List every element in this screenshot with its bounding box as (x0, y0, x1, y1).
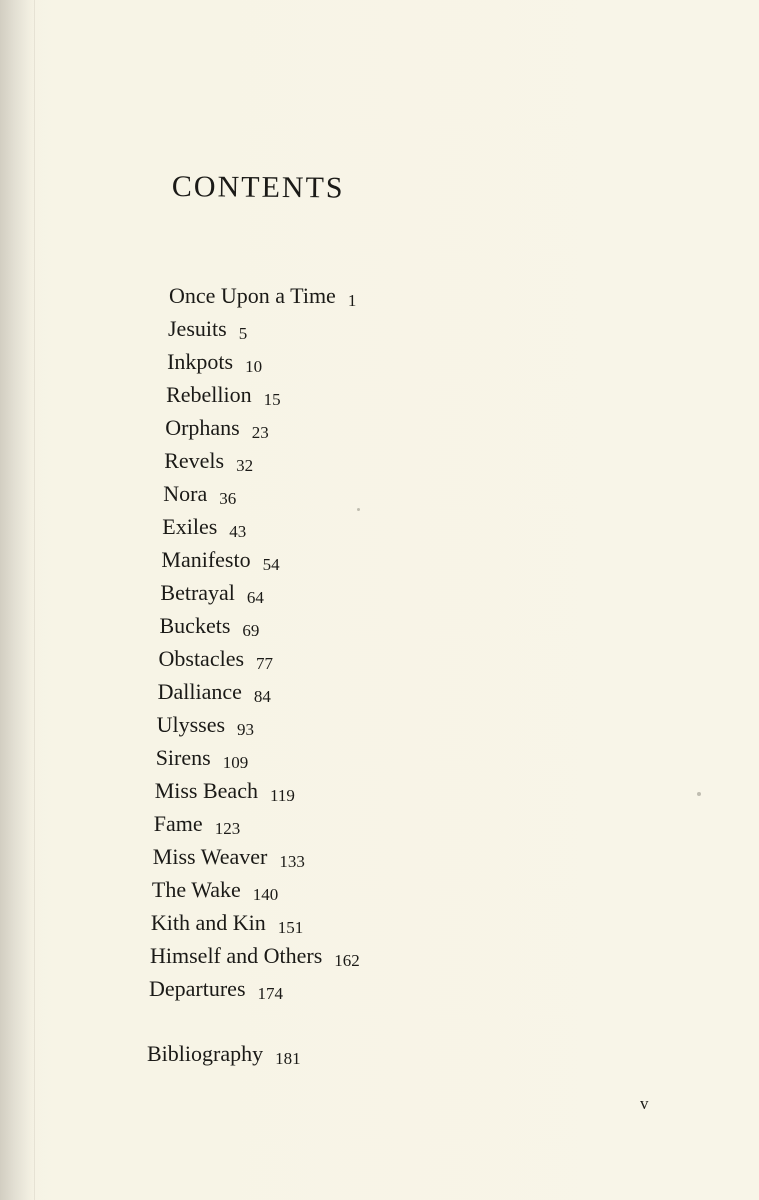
toc-entry-bibliography (147, 1041, 301, 1068)
toc-entry-page: 77 (256, 654, 274, 673)
spine-edge (34, 0, 35, 1200)
toc-entry-title: Departures (149, 976, 246, 1001)
toc-entry-title: Exiles (162, 514, 218, 539)
toc-entry-page: 174 (257, 984, 284, 1003)
toc-entry-page: 162 (334, 951, 360, 970)
toc-entry-title: Orphans (165, 415, 240, 440)
toc-entry (169, 283, 357, 310)
toc-entry-page: 5 (238, 324, 248, 343)
toc-entry (164, 448, 254, 475)
toc-entry-title: The Wake (151, 877, 241, 902)
toc-entry-page: 43 (229, 522, 247, 541)
toc-entry-page: 151 (277, 918, 304, 937)
toc-entry-page: 15 (263, 390, 281, 409)
toc-entry-page: 69 (242, 621, 260, 640)
toc-entry-title: Once Upon a Time (169, 283, 336, 308)
toc-entry-title: Inkpots (167, 349, 234, 374)
toc-entry-title: Revels (164, 448, 225, 473)
toc-entry (161, 547, 280, 574)
toc-entry-title: Bibliography (147, 1041, 264, 1066)
paper-speck (697, 792, 701, 796)
toc-entry-title: Miss Beach (154, 778, 258, 803)
toc-entry-page: 181 (275, 1049, 301, 1068)
toc-entry (166, 382, 281, 409)
toc-entry-page: 133 (279, 852, 305, 871)
toc-entry-title: Obstacles (158, 646, 245, 671)
toc-entry (162, 514, 247, 541)
toc-entry (160, 580, 264, 607)
toc-entry-title: Manifesto (161, 547, 251, 572)
toc-entry (163, 481, 237, 508)
toc-entry (167, 349, 263, 376)
toc-entry (157, 679, 271, 706)
toc-entry-title: Himself and Others (150, 943, 323, 968)
contents-heading: CONTENTS (171, 170, 345, 205)
page-folio: v (640, 1094, 649, 1113)
toc-entry-title: Buckets (159, 613, 231, 638)
toc-entry-title: Kith and Kin (150, 910, 266, 935)
toc-entry (159, 613, 260, 640)
spine-shadow (0, 0, 36, 1200)
toc-entry-page: 10 (245, 357, 263, 376)
toc-entry-page: 54 (262, 555, 280, 574)
toc-entry-page: 1 (347, 291, 357, 310)
toc-entry (156, 712, 255, 739)
paper-speck (357, 508, 360, 511)
toc-entry-page: 93 (237, 720, 255, 739)
toc-entry-page: 64 (246, 588, 264, 607)
toc-entry-page: 23 (251, 423, 269, 442)
toc-entry (152, 844, 305, 871)
toc-entry-page: 84 (253, 687, 271, 706)
toc-entry (154, 778, 295, 805)
toc-entry (150, 910, 304, 937)
toc-entry-page: 123 (214, 819, 241, 838)
toc-entry-page: 32 (236, 456, 254, 475)
toc-entry-page: 140 (252, 885, 279, 904)
toc-entry-title: Jesuits (168, 316, 227, 341)
toc-entry-page: 109 (222, 753, 249, 772)
toc-entry-title: Sirens (155, 745, 211, 770)
toc-entry (168, 316, 248, 343)
toc-entry-page: 36 (219, 489, 237, 508)
toc-entry-title: Dalliance (157, 679, 242, 704)
toc-entry (158, 646, 274, 673)
toc-entry (153, 811, 241, 838)
toc-entry (151, 877, 279, 904)
toc-entry (155, 745, 249, 772)
toc-entry-title: Nora (163, 481, 208, 506)
toc-entry-title: Ulysses (156, 712, 226, 737)
toc-entry (165, 415, 269, 442)
toc-entry-title: Rebellion (166, 382, 252, 407)
toc-entry-title: Fame (153, 811, 203, 836)
toc-entry (149, 976, 284, 1003)
toc-entry-title: Betrayal (160, 580, 235, 605)
toc-entry (150, 943, 360, 970)
toc-entry-page: 119 (269, 786, 295, 805)
toc-entry-title: Miss Weaver (152, 844, 268, 869)
